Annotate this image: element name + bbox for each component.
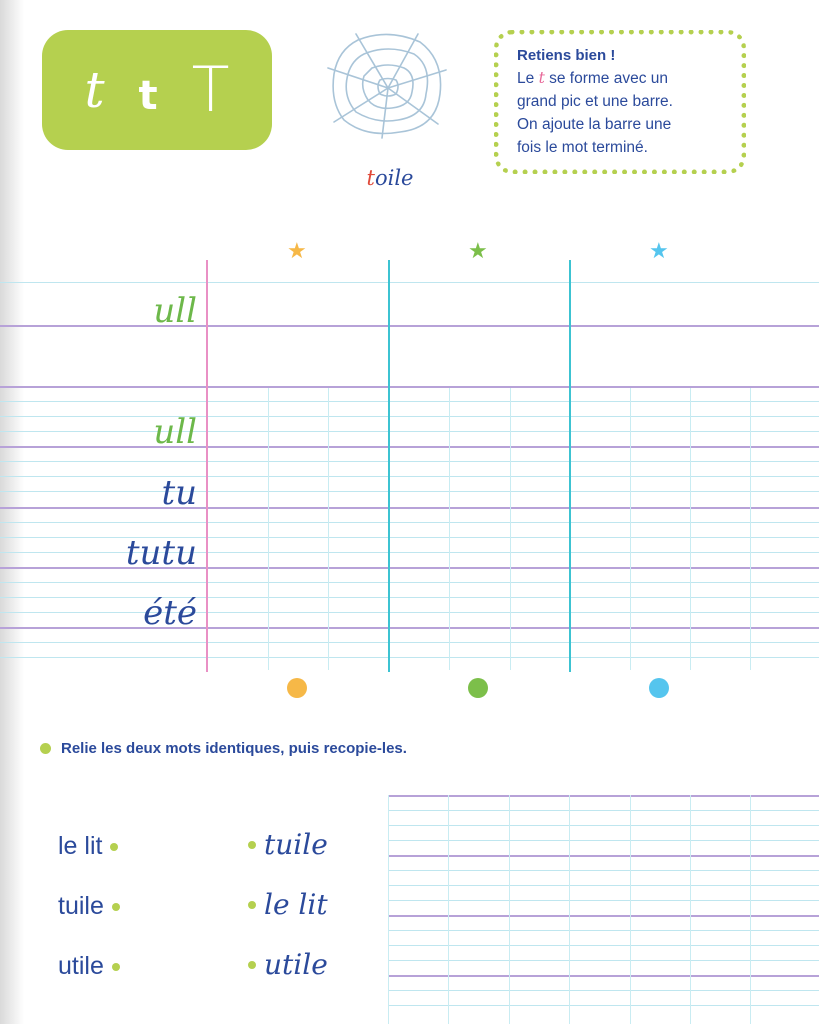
guide-line <box>0 522 819 523</box>
margin-line <box>206 260 208 672</box>
right-word-2 <box>248 888 328 921</box>
star-icon: ★ <box>287 238 307 263</box>
guide-line <box>0 416 819 417</box>
rule-line1-end: se forme avec un <box>544 70 668 87</box>
rule-title: Retiens bien ! <box>517 47 616 64</box>
guide-line <box>0 431 819 432</box>
page-edge-shadow <box>0 0 24 1024</box>
guide-line <box>0 657 819 658</box>
color-dot-column-2 <box>468 678 488 698</box>
link-dot[interactable] <box>112 963 120 971</box>
star-icon: ★ <box>649 238 669 263</box>
guide-line <box>388 960 819 961</box>
base-line <box>388 855 819 857</box>
base-line <box>0 386 819 388</box>
base-line <box>388 915 819 917</box>
model-word-loops-2: ull <box>153 412 197 452</box>
grid-vertical <box>750 795 751 1024</box>
link-dot[interactable] <box>112 903 120 911</box>
grid-vertical <box>448 795 449 1024</box>
rule-glyph: t <box>538 69 545 87</box>
base-line <box>0 325 819 327</box>
right-word-3 <box>248 948 328 981</box>
model-word-tutu: tutu <box>125 533 197 573</box>
grid-vertical <box>630 795 631 1024</box>
letter-cursive: t <box>84 61 105 119</box>
guide-line <box>388 870 819 871</box>
rule-line2: grand pic et une barre. <box>517 93 673 110</box>
picture-word-toile <box>340 166 440 190</box>
guide-line <box>388 990 819 991</box>
guide-line <box>0 491 819 492</box>
guide-line <box>388 1005 819 1006</box>
guide-line <box>0 552 819 553</box>
right-word-text: le lit <box>264 888 328 921</box>
rule-line3: On ajoute la barre une <box>517 116 672 133</box>
star-icon: ★ <box>468 238 488 263</box>
spider-web-illustration <box>326 30 450 140</box>
letter-badge <box>42 30 272 150</box>
guide-line <box>0 597 819 598</box>
guide-line <box>0 461 819 462</box>
copy-grid[interactable] <box>388 795 819 1024</box>
grid-vertical <box>569 795 570 1024</box>
guide-line <box>0 642 819 643</box>
star-icon-column-1 <box>287 240 307 262</box>
link-dot[interactable] <box>248 901 256 909</box>
link-dot[interactable] <box>110 843 118 851</box>
model-word-loops-1: ull <box>153 291 197 331</box>
letter-script: t <box>138 73 158 119</box>
left-word-text: le lit <box>58 832 103 860</box>
column-divider <box>388 260 390 672</box>
right-word-text: utile <box>264 948 328 981</box>
rule-text <box>517 67 729 159</box>
exercise-instruction <box>40 740 407 757</box>
guide-line <box>388 840 819 841</box>
model-word-ete: été <box>143 593 197 633</box>
base-line <box>0 446 819 448</box>
model-word-tu: tu <box>161 473 197 513</box>
guide-line <box>0 476 819 477</box>
right-word-text: tuile <box>264 828 328 861</box>
grid-vertical <box>268 388 269 670</box>
guide-line <box>0 282 819 283</box>
left-word-1 <box>58 832 118 861</box>
grid-vertical <box>750 388 751 670</box>
picture-word-first-letter: t <box>366 166 375 190</box>
guide-line <box>388 930 819 931</box>
guide-line <box>388 885 819 886</box>
left-word-text: tuile <box>58 892 104 920</box>
rule-line4: fois le mot terminé. <box>517 139 648 156</box>
base-line <box>0 567 819 569</box>
grid-vertical <box>510 388 511 670</box>
grid-vertical <box>449 388 450 670</box>
grid-vertical <box>388 795 389 1024</box>
guide-line <box>0 537 819 538</box>
bullet-icon <box>40 743 51 754</box>
grid-vertical <box>328 388 329 670</box>
left-word-text: utile <box>58 952 104 980</box>
guide-line <box>0 401 819 402</box>
color-dot-column-1 <box>287 678 307 698</box>
link-dot[interactable] <box>248 961 256 969</box>
base-line <box>0 627 819 629</box>
left-word-3 <box>58 952 120 981</box>
letter-capital: T <box>191 53 230 126</box>
left-word-2 <box>58 892 120 921</box>
right-word-1 <box>248 828 328 861</box>
grid-vertical <box>690 795 691 1024</box>
guide-line <box>0 582 819 583</box>
grid-vertical <box>630 388 631 670</box>
guide-line <box>388 900 819 901</box>
star-icon-column-3 <box>649 240 669 262</box>
star-icon-column-2 <box>468 240 488 262</box>
rule-line1-start: Le <box>517 70 539 87</box>
base-line <box>0 507 819 509</box>
base-line <box>388 975 819 977</box>
grid-vertical <box>509 795 510 1024</box>
link-dot[interactable] <box>248 841 256 849</box>
guide-line <box>388 810 819 811</box>
column-divider <box>569 260 571 672</box>
color-dot-column-3 <box>649 678 669 698</box>
instruction-text: Relie les deux mots identiques, puis recopie-les. <box>61 740 407 757</box>
guide-line <box>0 612 819 613</box>
grid-vertical <box>690 388 691 670</box>
picture-word-rest: oile <box>374 166 414 190</box>
rule-box <box>494 30 746 174</box>
guide-line <box>388 825 819 826</box>
guide-line <box>388 945 819 946</box>
base-line <box>388 795 819 797</box>
